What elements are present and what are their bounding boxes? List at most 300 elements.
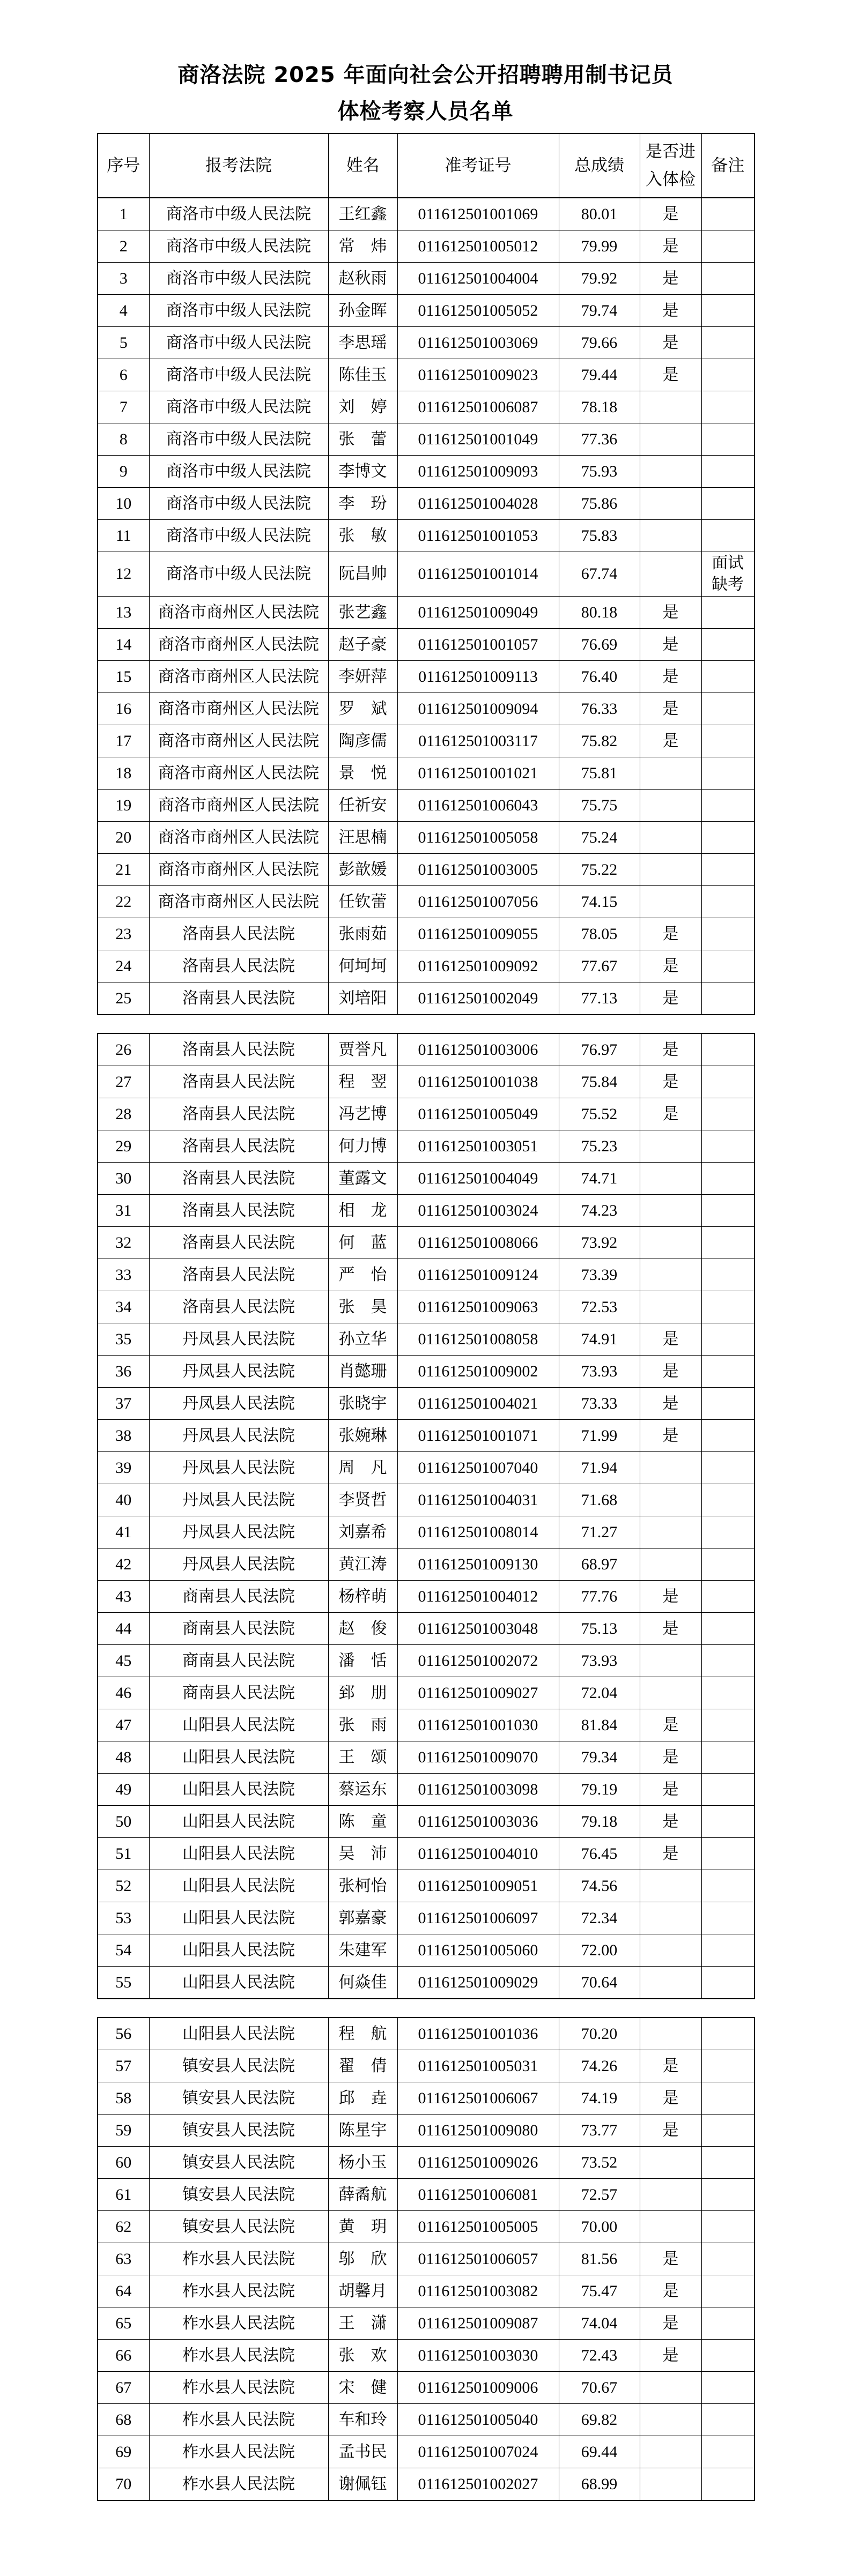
exam-id-cell: 011612501001014: [397, 552, 559, 597]
name-cell: 孙金晖: [328, 295, 397, 327]
table-row: [98, 1323, 754, 1356]
table-row: [98, 2468, 754, 2501]
name-cell: 邱 垚: [328, 2082, 397, 2115]
name-cell: 李思瑶: [328, 327, 397, 359]
name-cell: 张婉琳: [328, 1420, 397, 1452]
score-cell: 72.43: [559, 2340, 640, 2372]
score-cell: 72.34: [559, 1902, 640, 1934]
name-cell: 刘嘉希: [328, 1516, 397, 1548]
pass-cell: [640, 1870, 701, 1902]
remark-cell: [701, 2436, 754, 2468]
remark-cell: [701, 2404, 754, 2436]
pass-cell: [640, 886, 701, 918]
table-row: [98, 918, 754, 950]
table-row: [98, 1613, 754, 1645]
seq-cell: 35: [98, 1323, 149, 1356]
score-cell: 77.67: [559, 950, 640, 982]
exam-id-cell: 011612501001053: [397, 520, 559, 552]
score-cell: 75.81: [559, 757, 640, 790]
remark-cell: [701, 1420, 754, 1452]
seq-cell: 48: [98, 1741, 149, 1774]
name-cell: 何焱佳: [328, 1967, 397, 1999]
score-cell: 79.44: [559, 359, 640, 391]
pass-cell: [640, 1484, 701, 1516]
score-cell: 73.52: [559, 2147, 640, 2179]
exam-id-cell: 011612501001038: [397, 1066, 559, 1098]
name-cell: 肖懿珊: [328, 1356, 397, 1388]
seq-cell: 60: [98, 2147, 149, 2179]
header-court: 报考法院: [149, 133, 328, 198]
court-cell: 商南县人民法院: [149, 1613, 328, 1645]
name-cell: 李妍萍: [328, 661, 397, 693]
table-row: [98, 1484, 754, 1516]
remark-cell: [701, 725, 754, 757]
exam-id-cell: 011612501005012: [397, 230, 559, 263]
table-row: [98, 822, 754, 854]
seq-cell: 13: [98, 597, 149, 629]
exam-id-cell: 011612501009093: [397, 456, 559, 488]
seq-cell: 17: [98, 725, 149, 757]
pass-cell: 是: [640, 597, 701, 629]
exam-id-cell: 011612501004021: [397, 1388, 559, 1420]
pass-cell: [640, 1163, 701, 1195]
seq-cell: 30: [98, 1163, 149, 1195]
score-cell: 74.15: [559, 886, 640, 918]
score-cell: 73.33: [559, 1388, 640, 1420]
score-cell: 75.52: [559, 1098, 640, 1130]
remark-cell: [701, 1645, 754, 1677]
pass-cell: 是: [640, 1356, 701, 1388]
score-cell: 76.40: [559, 661, 640, 693]
seq-cell: 47: [98, 1709, 149, 1741]
name-cell: 何 蓝: [328, 1227, 397, 1259]
pass-cell: 是: [640, 327, 701, 359]
table-row: [98, 2050, 754, 2082]
exam-id-cell: 011612501006057: [397, 2243, 559, 2275]
seq-cell: 42: [98, 1548, 149, 1581]
court-cell: 洛南县人民法院: [149, 1259, 328, 1291]
court-cell: 柞水县人民法院: [149, 2372, 328, 2404]
court-cell: 柞水县人民法院: [149, 2243, 328, 2275]
pass-cell: 是: [640, 1420, 701, 1452]
name-cell: 蔡运东: [328, 1774, 397, 1806]
seq-cell: 59: [98, 2115, 149, 2147]
exam-id-cell: 011612501001069: [397, 198, 559, 230]
table-row: [98, 1741, 754, 1774]
seq-cell: 50: [98, 1806, 149, 1838]
pass-cell: 是: [640, 359, 701, 391]
table-row: [98, 886, 754, 918]
exam-id-cell: 011612501003082: [397, 2275, 559, 2307]
exam-id-cell: 011612501005060: [397, 1934, 559, 1967]
table-row: [98, 1163, 754, 1195]
remark-cell: [701, 822, 754, 854]
remark-cell: [701, 886, 754, 918]
name-cell: 阮昌帅: [328, 552, 397, 597]
pass-cell: [640, 2436, 701, 2468]
pass-cell: [640, 790, 701, 822]
pass-cell: 是: [640, 2115, 701, 2147]
header-score: 总成绩: [559, 133, 640, 198]
court-cell: 洛南县人民法院: [149, 1291, 328, 1323]
remark-cell: [701, 391, 754, 423]
table-row: [98, 1806, 754, 1838]
name-cell: 董露文: [328, 1163, 397, 1195]
name-cell: 张艺鑫: [328, 597, 397, 629]
seq-cell: 37: [98, 1388, 149, 1420]
score-cell: 68.97: [559, 1548, 640, 1581]
name-cell: 张晓宇: [328, 1388, 397, 1420]
remark-cell: [701, 2147, 754, 2179]
remark-cell: [701, 2340, 754, 2372]
name-cell: 王红鑫: [328, 198, 397, 230]
court-cell: 洛南县人民法院: [149, 1066, 328, 1098]
name-cell: 何力博: [328, 1130, 397, 1163]
table-row: [98, 1098, 754, 1130]
table-row: [98, 1227, 754, 1259]
court-cell: 商洛市商州区人民法院: [149, 790, 328, 822]
seq-cell: 22: [98, 886, 149, 918]
court-cell: 商洛市中级人民法院: [149, 488, 328, 520]
exam-id-cell: 011612501006067: [397, 2082, 559, 2115]
name-cell: 陈 童: [328, 1806, 397, 1838]
score-cell: 76.45: [559, 1838, 640, 1870]
name-cell: 赵 俊: [328, 1613, 397, 1645]
name-cell: 杨梓萌: [328, 1581, 397, 1613]
court-cell: 商洛市商州区人民法院: [149, 661, 328, 693]
exam-id-cell: 011612501001057: [397, 629, 559, 661]
seq-cell: 36: [98, 1356, 149, 1388]
remark-cell: [701, 1613, 754, 1645]
exam-id-cell: 011612501001036: [397, 2017, 559, 2050]
court-cell: 丹凤县人民法院: [149, 1452, 328, 1484]
table-row: [98, 456, 754, 488]
name-cell: 张柯怡: [328, 1870, 397, 1902]
pass-cell: [640, 2211, 701, 2243]
exam-id-cell: 011612501009002: [397, 1356, 559, 1388]
seq-cell: 15: [98, 661, 149, 693]
seq-cell: 19: [98, 790, 149, 822]
pass-cell: [640, 1291, 701, 1323]
table-row: [98, 1581, 754, 1613]
exam-id-cell: 011612501009026: [397, 2147, 559, 2179]
score-cell: 72.04: [559, 1677, 640, 1709]
score-cell: 77.36: [559, 423, 640, 456]
table-row: [98, 1548, 754, 1581]
court-cell: 洛南县人民法院: [149, 1195, 328, 1227]
remark-cell: 面试缺考: [701, 552, 754, 597]
score-cell: 79.92: [559, 263, 640, 295]
court-cell: 商洛市商州区人民法院: [149, 886, 328, 918]
table-row: [98, 1774, 754, 1806]
table-row: [98, 725, 754, 757]
remark-cell: [701, 1806, 754, 1838]
name-cell: 张 昊: [328, 1291, 397, 1323]
pass-cell: [640, 1967, 701, 1999]
table-row: [98, 1388, 754, 1420]
score-cell: 74.23: [559, 1195, 640, 1227]
remark-cell: [701, 1033, 754, 1066]
remark-cell: [701, 1581, 754, 1613]
court-cell: 商洛市中级人民法院: [149, 552, 328, 597]
pass-cell: [640, 854, 701, 886]
pass-cell: 是: [640, 661, 701, 693]
court-cell: 丹凤县人民法院: [149, 1420, 328, 1452]
remark-cell: [701, 1356, 754, 1388]
pass-cell: 是: [640, 1388, 701, 1420]
name-cell: 相 龙: [328, 1195, 397, 1227]
remark-cell: [701, 198, 754, 230]
remark-cell: [701, 327, 754, 359]
name-cell: 李 玢: [328, 488, 397, 520]
name-cell: 杨小玉: [328, 2147, 397, 2179]
exam-id-cell: 011612501003117: [397, 725, 559, 757]
score-cell: 70.64: [559, 1967, 640, 1999]
exam-id-cell: 011612501009094: [397, 693, 559, 725]
pass-cell: [640, 520, 701, 552]
court-cell: 山阳县人民法院: [149, 1709, 328, 1741]
score-cell: 72.00: [559, 1934, 640, 1967]
seq-cell: 66: [98, 2340, 149, 2372]
exam-id-cell: 011612501003036: [397, 1806, 559, 1838]
score-cell: 78.05: [559, 918, 640, 950]
pass-cell: 是: [640, 230, 701, 263]
pass-cell: 是: [640, 950, 701, 982]
table-row: [98, 1645, 754, 1677]
seq-cell: 27: [98, 1066, 149, 1098]
pass-cell: [640, 423, 701, 456]
remark-cell: [701, 1323, 754, 1356]
remark-cell: [701, 982, 754, 1015]
name-cell: 黄 玥: [328, 2211, 397, 2243]
pass-cell: [640, 822, 701, 854]
exam-id-cell: 011612501007024: [397, 2436, 559, 2468]
seq-cell: 61: [98, 2179, 149, 2211]
court-cell: 柞水县人民法院: [149, 2468, 328, 2501]
name-cell: 赵子豪: [328, 629, 397, 661]
exam-id-cell: 011612501001030: [397, 1709, 559, 1741]
name-cell: 谢佩钰: [328, 2468, 397, 2501]
seq-cell: 40: [98, 1484, 149, 1516]
court-cell: 柞水县人民法院: [149, 2275, 328, 2307]
remark-cell: [701, 423, 754, 456]
table-row: [98, 2340, 754, 2372]
table-row: [98, 295, 754, 327]
score-cell: 74.71: [559, 1163, 640, 1195]
exam-id-cell: 011612501002027: [397, 2468, 559, 2501]
table-row: [98, 1356, 754, 1388]
court-cell: 柞水县人民法院: [149, 2436, 328, 2468]
name-cell: 刘培阳: [328, 982, 397, 1015]
score-cell: 76.33: [559, 693, 640, 725]
name-cell: 常 炜: [328, 230, 397, 263]
exam-id-cell: 011612501003069: [397, 327, 559, 359]
table-row: [98, 1677, 754, 1709]
name-cell: 罗 斌: [328, 693, 397, 725]
name-cell: 吴 沛: [328, 1838, 397, 1870]
table-row: [98, 2307, 754, 2340]
table-row: [98, 1516, 754, 1548]
table-row: [98, 520, 754, 552]
pass-cell: [640, 2147, 701, 2179]
table-row: [98, 2404, 754, 2436]
seq-cell: 7: [98, 391, 149, 423]
table-row: [98, 1259, 754, 1291]
seq-cell: 63: [98, 2243, 149, 2275]
table-row: [98, 629, 754, 661]
remark-cell: [701, 1484, 754, 1516]
remark-cell: [701, 1838, 754, 1870]
table-row: [98, 2017, 754, 2050]
remark-cell: [701, 1774, 754, 1806]
score-cell: 75.75: [559, 790, 640, 822]
document-title-line2: 体检考察人员名单: [337, 99, 514, 124]
pass-cell: [640, 2468, 701, 2501]
seq-cell: 14: [98, 629, 149, 661]
document-title: [0, 0, 851, 130]
seq-cell: 52: [98, 1870, 149, 1902]
court-cell: 商洛市中级人民法院: [149, 327, 328, 359]
exam-id-cell: 011612501003005: [397, 854, 559, 886]
exam-id-cell: 011612501009092: [397, 950, 559, 982]
remark-cell: [701, 918, 754, 950]
pass-cell: 是: [640, 198, 701, 230]
name-cell: 彭歆媛: [328, 854, 397, 886]
exam-id-cell: 011612501005040: [397, 2404, 559, 2436]
seq-cell: 6: [98, 359, 149, 391]
pass-cell: 是: [640, 2307, 701, 2340]
pass-cell: [640, 1259, 701, 1291]
pass-cell: 是: [640, 2275, 701, 2307]
pass-cell: 是: [640, 2082, 701, 2115]
score-cell: 71.27: [559, 1516, 640, 1548]
court-cell: 洛南县人民法院: [149, 1227, 328, 1259]
exam-id-cell: 011612501009124: [397, 1259, 559, 1291]
table-row: [98, 950, 754, 982]
remark-cell: [701, 1195, 754, 1227]
name-cell: 潘 恬: [328, 1645, 397, 1677]
seq-cell: 45: [98, 1645, 149, 1677]
pass-cell: [640, 2372, 701, 2404]
exam-id-cell: 011612501004012: [397, 1581, 559, 1613]
court-cell: 镇安县人民法院: [149, 2050, 328, 2082]
table-row: [98, 488, 754, 520]
score-cell: 75.93: [559, 456, 640, 488]
pass-cell: [640, 2404, 701, 2436]
name-cell: 翟 倩: [328, 2050, 397, 2082]
exam-id-cell: 011612501005052: [397, 295, 559, 327]
table-row: [98, 757, 754, 790]
score-cell: 70.20: [559, 2017, 640, 2050]
court-cell: 洛南县人民法院: [149, 950, 328, 982]
pass-cell: [640, 1902, 701, 1934]
remark-cell: [701, 1870, 754, 1902]
pass-cell: 是: [640, 295, 701, 327]
court-cell: 山阳县人民法院: [149, 1741, 328, 1774]
seq-cell: 25: [98, 982, 149, 1015]
pass-cell: [640, 2017, 701, 2050]
name-cell: 贾誉凡: [328, 1033, 397, 1066]
court-cell: 山阳县人民法院: [149, 1774, 328, 1806]
exam-id-cell: 011612501009080: [397, 2115, 559, 2147]
name-cell: 程 翌: [328, 1066, 397, 1098]
pass-cell: 是: [640, 629, 701, 661]
exam-id-cell: 011612501009055: [397, 918, 559, 950]
remark-cell: [701, 1098, 754, 1130]
score-cell: 74.56: [559, 1870, 640, 1902]
exam-id-cell: 011612501009051: [397, 1870, 559, 1902]
seq-cell: 43: [98, 1581, 149, 1613]
seq-cell: 20: [98, 822, 149, 854]
court-cell: 商洛市中级人民法院: [149, 520, 328, 552]
seq-cell: 32: [98, 1227, 149, 1259]
exam-id-cell: 011612501006043: [397, 790, 559, 822]
exam-id-cell: 011612501006087: [397, 391, 559, 423]
court-cell: 丹凤县人民法院: [149, 1548, 328, 1581]
pass-cell: 是: [640, 918, 701, 950]
exam-id-cell: 011612501009006: [397, 2372, 559, 2404]
table-row: [98, 2243, 754, 2275]
seq-cell: 41: [98, 1516, 149, 1548]
score-cell: 72.53: [559, 1291, 640, 1323]
remark-cell: [701, 1516, 754, 1548]
court-cell: 商洛市中级人民法院: [149, 423, 328, 456]
pass-cell: 是: [640, 693, 701, 725]
court-cell: 镇安县人民法院: [149, 2115, 328, 2147]
table-row: [98, 2372, 754, 2404]
exam-id-cell: 011612501005031: [397, 2050, 559, 2082]
name-cell: 孟书民: [328, 2436, 397, 2468]
score-cell: 74.04: [559, 2307, 640, 2340]
seq-cell: 68: [98, 2404, 149, 2436]
seq-cell: 46: [98, 1677, 149, 1709]
seq-cell: 53: [98, 1902, 149, 1934]
remark-cell: [701, 2468, 754, 2501]
score-cell: 80.01: [559, 198, 640, 230]
roster-table-area: [97, 133, 754, 2501]
pass-cell: [640, 1516, 701, 1548]
table-row: [98, 1130, 754, 1163]
remark-cell: [701, 1388, 754, 1420]
seq-cell: 62: [98, 2211, 149, 2243]
pass-cell: 是: [640, 1709, 701, 1741]
table-row: [98, 2179, 754, 2211]
table-row: [98, 2436, 754, 2468]
exam-id-cell: 011612501009087: [397, 2307, 559, 2340]
seq-cell: 11: [98, 520, 149, 552]
seq-cell: 18: [98, 757, 149, 790]
exam-id-cell: 011612501008058: [397, 1323, 559, 1356]
table-row: [98, 597, 754, 629]
name-cell: 陈佳玉: [328, 359, 397, 391]
table-row: [98, 2147, 754, 2179]
court-cell: 山阳县人民法院: [149, 1967, 328, 1999]
court-cell: 商南县人民法院: [149, 1677, 328, 1709]
seq-cell: 33: [98, 1259, 149, 1291]
seq-cell: 1: [98, 198, 149, 230]
exam-id-cell: 011612501008014: [397, 1516, 559, 1548]
exam-id-cell: 011612501001049: [397, 423, 559, 456]
table-row: [98, 1420, 754, 1452]
roster-table-segment-2: [97, 1033, 755, 1999]
name-cell: 冯艺博: [328, 1098, 397, 1130]
seq-cell: 56: [98, 2017, 149, 2050]
remark-cell: [701, 1934, 754, 1967]
name-cell: 黄江涛: [328, 1548, 397, 1581]
seq-cell: 16: [98, 693, 149, 725]
score-cell: 74.19: [559, 2082, 640, 2115]
seq-cell: 10: [98, 488, 149, 520]
